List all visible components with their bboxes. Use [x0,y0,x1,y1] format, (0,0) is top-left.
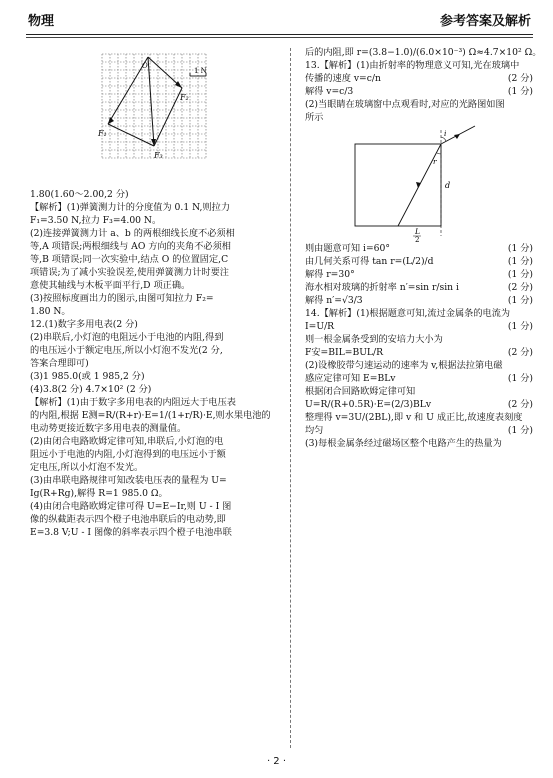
left-line: E=3.8 V;U - I 图像的斜率表示四个橙子电池串联 [30,527,232,538]
right-line-score: (1 分) [507,295,533,306]
right-line-text: 根据闭合回路欧姆定律可知 [305,386,416,397]
right-line-score: (1 分) [507,269,533,280]
header-subject: 物理 [28,14,55,29]
right-line [305,59,533,72]
label-l-numerator: L [415,227,420,236]
right-line-text: 感应定律可知 E=BLv [305,373,396,384]
right-line-text: 13.【解析】(1)由折射率的物理意义可知,光在玻璃中 [305,60,520,71]
left-line: 答案合理即可) [30,358,89,369]
right-line-score: (2 分) [507,347,533,358]
right-line-score: (1 分) [507,373,533,384]
right-line-score: (1 分) [507,256,533,267]
right-line [305,333,533,346]
page-number: · 2 · [266,756,287,767]
right-line [305,85,533,98]
right-line-text: 所示 [305,112,324,123]
left-line: (4)由闭合电路欧姆定律可得 U=E−Ir,则 U - I 图 [30,501,232,512]
left-line: 的内阻,根据 E测=R/(R+r)·E=1/(1+r/R)·E,则水果电池的 [30,410,271,421]
right-line [305,98,533,111]
column-divider [290,48,291,748]
right-line-text: 则一根金属条受到的安培力大小为 [305,334,443,345]
right-line-text: 传播的速度 v=c/n [305,73,381,84]
header-rule-thin [26,37,533,38]
right-line-text: (2)当眼睛在玻璃窗中点观看时,对应的光路图如图 [305,99,505,110]
right-line-text: F安=BIL=BUL/R [305,347,384,358]
left-line: 12.(1)数字多用电表(2 分) [30,319,138,330]
right-line-score: (2 分) [507,73,533,84]
right-line [305,294,533,307]
right-line-text: 解得 n′=√3/3 [305,295,363,306]
label-o: O [142,62,148,70]
refracted-arrowhead [416,182,421,188]
right-line [305,359,533,372]
right-line [305,242,533,255]
label-r: r [433,157,437,166]
light-path-diagram [305,124,533,242]
left-line: 定电压,所以小灯泡不发光。 [30,462,144,473]
glass-window [355,144,441,226]
right-line-text: I=U/R [305,321,335,332]
right-column [305,46,542,450]
left-column [30,46,282,539]
right-line [305,268,533,281]
left-line: 阻远小于电池的内阻,小灯泡得到的电压远小于额 [30,449,226,460]
left-line: 项错误;为了减小实验误差,使用弹簧测力计时要注 [30,267,229,278]
header-title: 参考答案及解析 [439,14,531,29]
force-diagram [30,46,282,188]
force-vectors [108,57,182,146]
light-path-svg [305,124,533,242]
left-line: (3)由串联电路规律可知改装电压表的量程为 U= [30,475,227,486]
label-d: d [445,181,451,190]
left-line: 像的纵截距表示四个橙子电池串联后的电动势,即 [30,514,226,525]
right-line [305,255,533,268]
left-line: (3)按照标度画出力的图示,由图可知拉力 F₂= [30,293,214,304]
right-line [305,437,533,450]
parallelogram-edge-1 [108,124,154,146]
label-f2: F₂ [180,93,189,102]
right-line-score: (2 分) [507,282,533,293]
left-line: 1.80(1.60～2.00,2 分) [30,189,129,200]
label-f1: F₁ [98,129,107,138]
left-line: (3)1 985.0(或 1 985,2 分) [30,371,145,382]
right-line-text: 海水相对玻璃的折射率 n′=sin r/sin i [305,282,459,293]
left-line: 等,A 项错误;两根细线与 AO 方向的夹角不必须相 [30,241,231,252]
left-line: F₁=3.50 N,拉力 F₃=4.00 N。 [30,215,162,226]
right-line [305,307,533,320]
right-line [305,320,533,333]
right-line [305,111,533,124]
right-line [305,385,533,398]
right-line-text: 则由题意可知 i=60° [305,243,390,254]
right-line-score: (1 分) [507,425,533,436]
header-rule [26,34,533,35]
scale-label: 1 N [194,67,207,75]
left-line: 1.80 N。 [30,306,71,317]
f3-line [148,57,154,146]
left-line: 电动势更接近数字多用电表的测量值。 [30,423,187,434]
right-line-score: (1 分) [507,243,533,254]
force-diagram-svg [30,46,282,188]
left-line: (2)由闭合电路欧姆定律可知,串联后,小灯泡的电 [30,436,224,447]
left-line: (2)串联后,小灯泡的电阻远小于电池的内阻,得到 [30,332,224,343]
right-line-text: 解得 r=30° [305,269,355,280]
left-line: Ig(R+Rg),解得 R=1 985.0 Ω。 [30,488,168,499]
right-line-text: 后的内阻,即 r=(3.8−1.0)/(6.0×10⁻³) Ω≈4.7×10² Ω。 [305,47,542,58]
right-line [305,411,533,424]
right-line-text: 整理得 v=3U/(2BL),即 v 和 U 成正比,故速度表刻度 [305,412,523,423]
right-line [305,281,533,294]
label-l-denominator: 2 [415,236,420,242]
angle-r-arc [437,153,441,154]
right-line-score: (2 分) [507,399,533,410]
right-line-text: 均匀 [305,425,324,436]
left-line: (2)连接弹簧测力计 a、b 的两根细线长度不必须相 [30,228,235,239]
right-line-text: U=R/(R+0.5R)·E=(2/3)BLv [305,399,432,410]
right-line [305,398,533,411]
right-line [305,346,533,359]
left-line: (4)3.8(2 分) 4.7×10² (2 分) [30,384,152,395]
left-line: 意使其轴线与木板平面平行,D 项正确。 [30,280,191,291]
right-line-text: 由几何关系可得 tan r=(L/2)/d [305,256,434,267]
left-line: 的电压远小于额定电压,所以小灯泡不发光(2 分, [30,345,223,356]
right-line-score: (1 分) [507,86,533,97]
right-line-text: (2)设橡胶带匀速运动的速率为 v,根据法拉第电磁 [305,360,503,371]
right-line [305,46,542,59]
right-line [305,72,533,85]
right-line-text: (3)每根金属条经过磁场区整个电路产生的热量为 [305,438,502,449]
right-line-text: 解得 v=c/3 [305,86,354,97]
left-line: 【解析】(1)由于数字多用电表的内阻远大于电压表 [30,397,236,408]
label-i: i [444,129,447,138]
right-line-text: 14.【解析】(1)根据题意可知,流过金属条的电流为 [305,308,511,319]
right-line [305,424,533,437]
left-line: 【解析】(1)弹簧测力计的分度值为 0.1 N,则拉力 [30,202,231,213]
left-line: 等,B 项错误;同一次实验中,结点 O 的位置固定,C [30,254,229,265]
label-f3: F₃ [154,151,163,160]
right-line-score: (1 分) [507,321,533,332]
right-line [305,372,533,385]
